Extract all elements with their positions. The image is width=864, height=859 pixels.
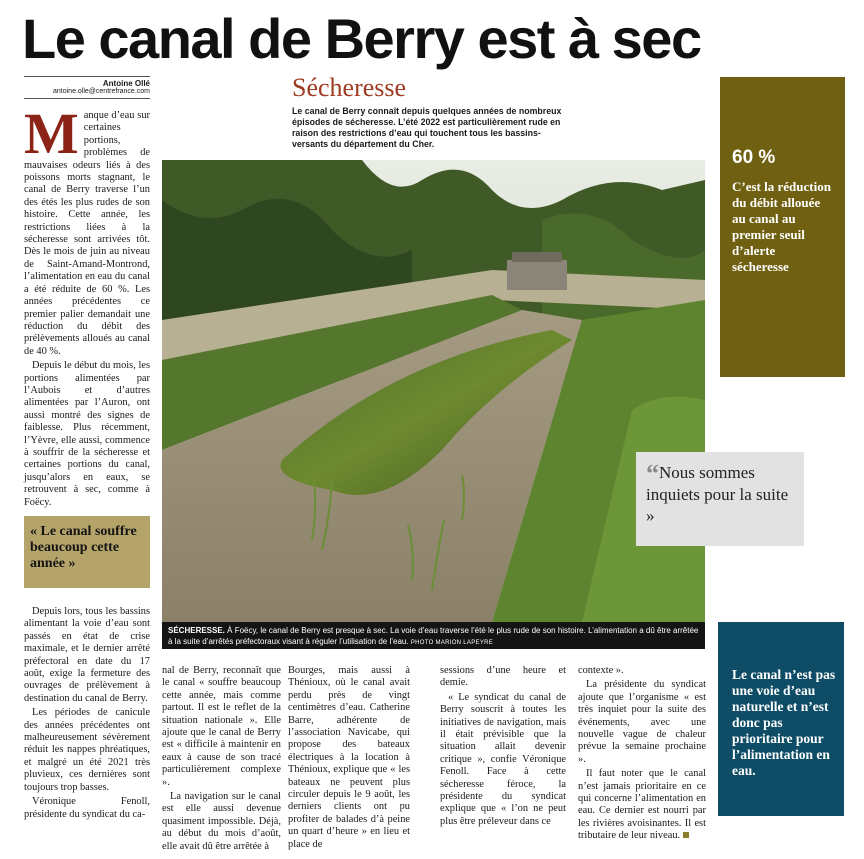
col5-paragraph-2: La présidente du syndicat ajoute que l’organisme « est très inquiet pour la suite des événements, avec une nouvelle vague de chaleur prévue la semaine prochaine ». (578, 679, 706, 765)
stat-value: 60 % (732, 147, 776, 168)
article-column-3 (288, 665, 410, 851)
col1-paragraph-5: Véronique Fenoll, présidente du syndicat du ca- (24, 796, 150, 820)
caption-label: SÉCHERESSE. (168, 626, 225, 635)
col3-paragraph-1: Bourges, mais aussi à Thénioux, où le canal avait perdu près de vingt centimètres d’eau. Catherine Barre, adhérente de l’association Navicabe, qui propose des bateaux électriques à la location à Thénioux, explique que « les bateaux ne peuvent plus circuler depuis le 9 août, les derniers clients ont pu profiter de balades d’à peine un quart d’heure » en lieu et place de (288, 665, 410, 850)
col2-paragraph-2: La navigation sur le canal est elle aussi devenue quasiment impossible. Déjà, au début du mois d’août, elle avait dû être arrêtée à (162, 791, 281, 852)
highlight-box: Le canal n’est pas une voie d’eau naturelle et n’est donc pas prioritaire pour l’alimentation en eau. (718, 622, 844, 816)
quote-mark-icon: “ (646, 459, 659, 488)
article-column-4 (440, 665, 566, 828)
dropcap: M (24, 101, 79, 166)
byline (24, 76, 150, 99)
quote-box: « Le canal souffre beaucoup cette année » (24, 516, 150, 588)
article-column-1-top (24, 101, 150, 509)
article-column-2 (162, 665, 281, 853)
stat-text: C’est la réduction du débit allouée au canal au premier seuil d’alerte sécheresse (732, 179, 831, 274)
article-column-5 (578, 665, 706, 843)
article-column-1-bottom (24, 606, 150, 821)
col5-paragraph-3: Il faut noter que le canal n’est jamais prioritaire en ce qui concerne l’alimentation en eau. Ce dernier est nourri par les rivières avoisinantes. Il est tributaire de leur niveau. (578, 768, 706, 842)
col1-paragraph-1: anque d’eau sur certaines portions, problèmes de mauvaises odeurs liés à des poissons morts stagnant, le canal de Berry traverse l’un des étés les plus rudes de son histoire. Cette année, les restrictions liées à la sécheresse sont arrivées tôt. Dès le mois de juin au niveau de Saint-Amand-Montrond, l’alimentation en eau du canal a été réduite de 60 %. Les années précédentes ce premier palier demandait une réduction du débit des prélèvements alloués au canal de 40 %. (24, 110, 150, 357)
photo-credit: PHOTO MARION LAPEYRE (410, 640, 494, 646)
byline-author: Antoine Ollé (102, 79, 150, 88)
col5-paragraph-1: contexte ». (578, 665, 624, 676)
byline-email[interactable]: antoine.olle@centrefrance.com (24, 88, 150, 99)
chapo: Le canal de Berry connaît depuis quelques années de nombreux épisodes de sécheresse. L’été 2022 est particulièrement rude en raison des restrictions d’eau qui touchent tous les bassins-versants du département du Cher. (292, 106, 562, 149)
headline: Le canal de Berry est à sec (22, 7, 701, 70)
col1-paragraph-4: Les périodes de canicule des années précédentes ont malheureusement sévèrement réduit les nappes phréatiques, et malgré un été 2021 très pluvieux, ces dernières sont toujours trop basses. (24, 707, 150, 793)
canal-photo (162, 160, 705, 622)
pull-quote-text: Nous sommes inquiets pour la suite » (646, 463, 789, 525)
pull-quote (636, 452, 804, 546)
col4-paragraph-2: « Le syndicat du canal de Berry souscrit à toutes les initiatives de navigation, mais il était prévisible que la situation allait devenir critique », confie Véronique Fenoll. Face à cette sécheresse féroce, la présidente du syndicat explique que « l’on ne peut plus être préleveur dans ce (440, 691, 566, 827)
stat-box (720, 77, 845, 377)
col1-paragraph-3: Depuis lors, tous les bassins alimentant la voie d’eau sont passés en état de crise maximale, et le dernier arrêté préfectoral en date du 17 août, exige la fermeture des ouvrages de prélèvement à destination du canal de Berry. (24, 606, 150, 704)
col1-paragraph-2: Depuis le début du mois, les portions alimentées par l’Aubois et d’autres alimentées par l’Auron, ont aussi montré des signes de faiblesse. Plus récemment, l’Yèvre, elle aussi, commence à souffrir de la sécheresse et certaines portions du canal, jusqu’alors en eaux, se retrouvent à sec, comme à Foëcy. (24, 360, 150, 508)
col4-paragraph-1: sessions d’une heure et demie. (440, 665, 566, 689)
end-of-article-icon (683, 832, 689, 838)
col2-paragraph-1: nal de Berry, reconnaît que le canal « souffre beaucoup cette année, mais comme partout. Il est le reflet de la situation nationale ». Elle ajoute que le canal de Berry est « difficile à maintenir en eaux à cause de son tracé particulièrement complexe ». (162, 665, 281, 788)
rubric: Sécheresse (292, 73, 407, 102)
caption-text: À Foëcy, le canal de Berry est presque à sec. La voie d’eau traverse l’été le plus rude de son histoire. L’alimentation a dû être arrêtée à la suite d’arrêtés préfectoraux visant à réguler l’utilisation de l’eau. (168, 626, 699, 646)
photo-caption (162, 622, 705, 649)
